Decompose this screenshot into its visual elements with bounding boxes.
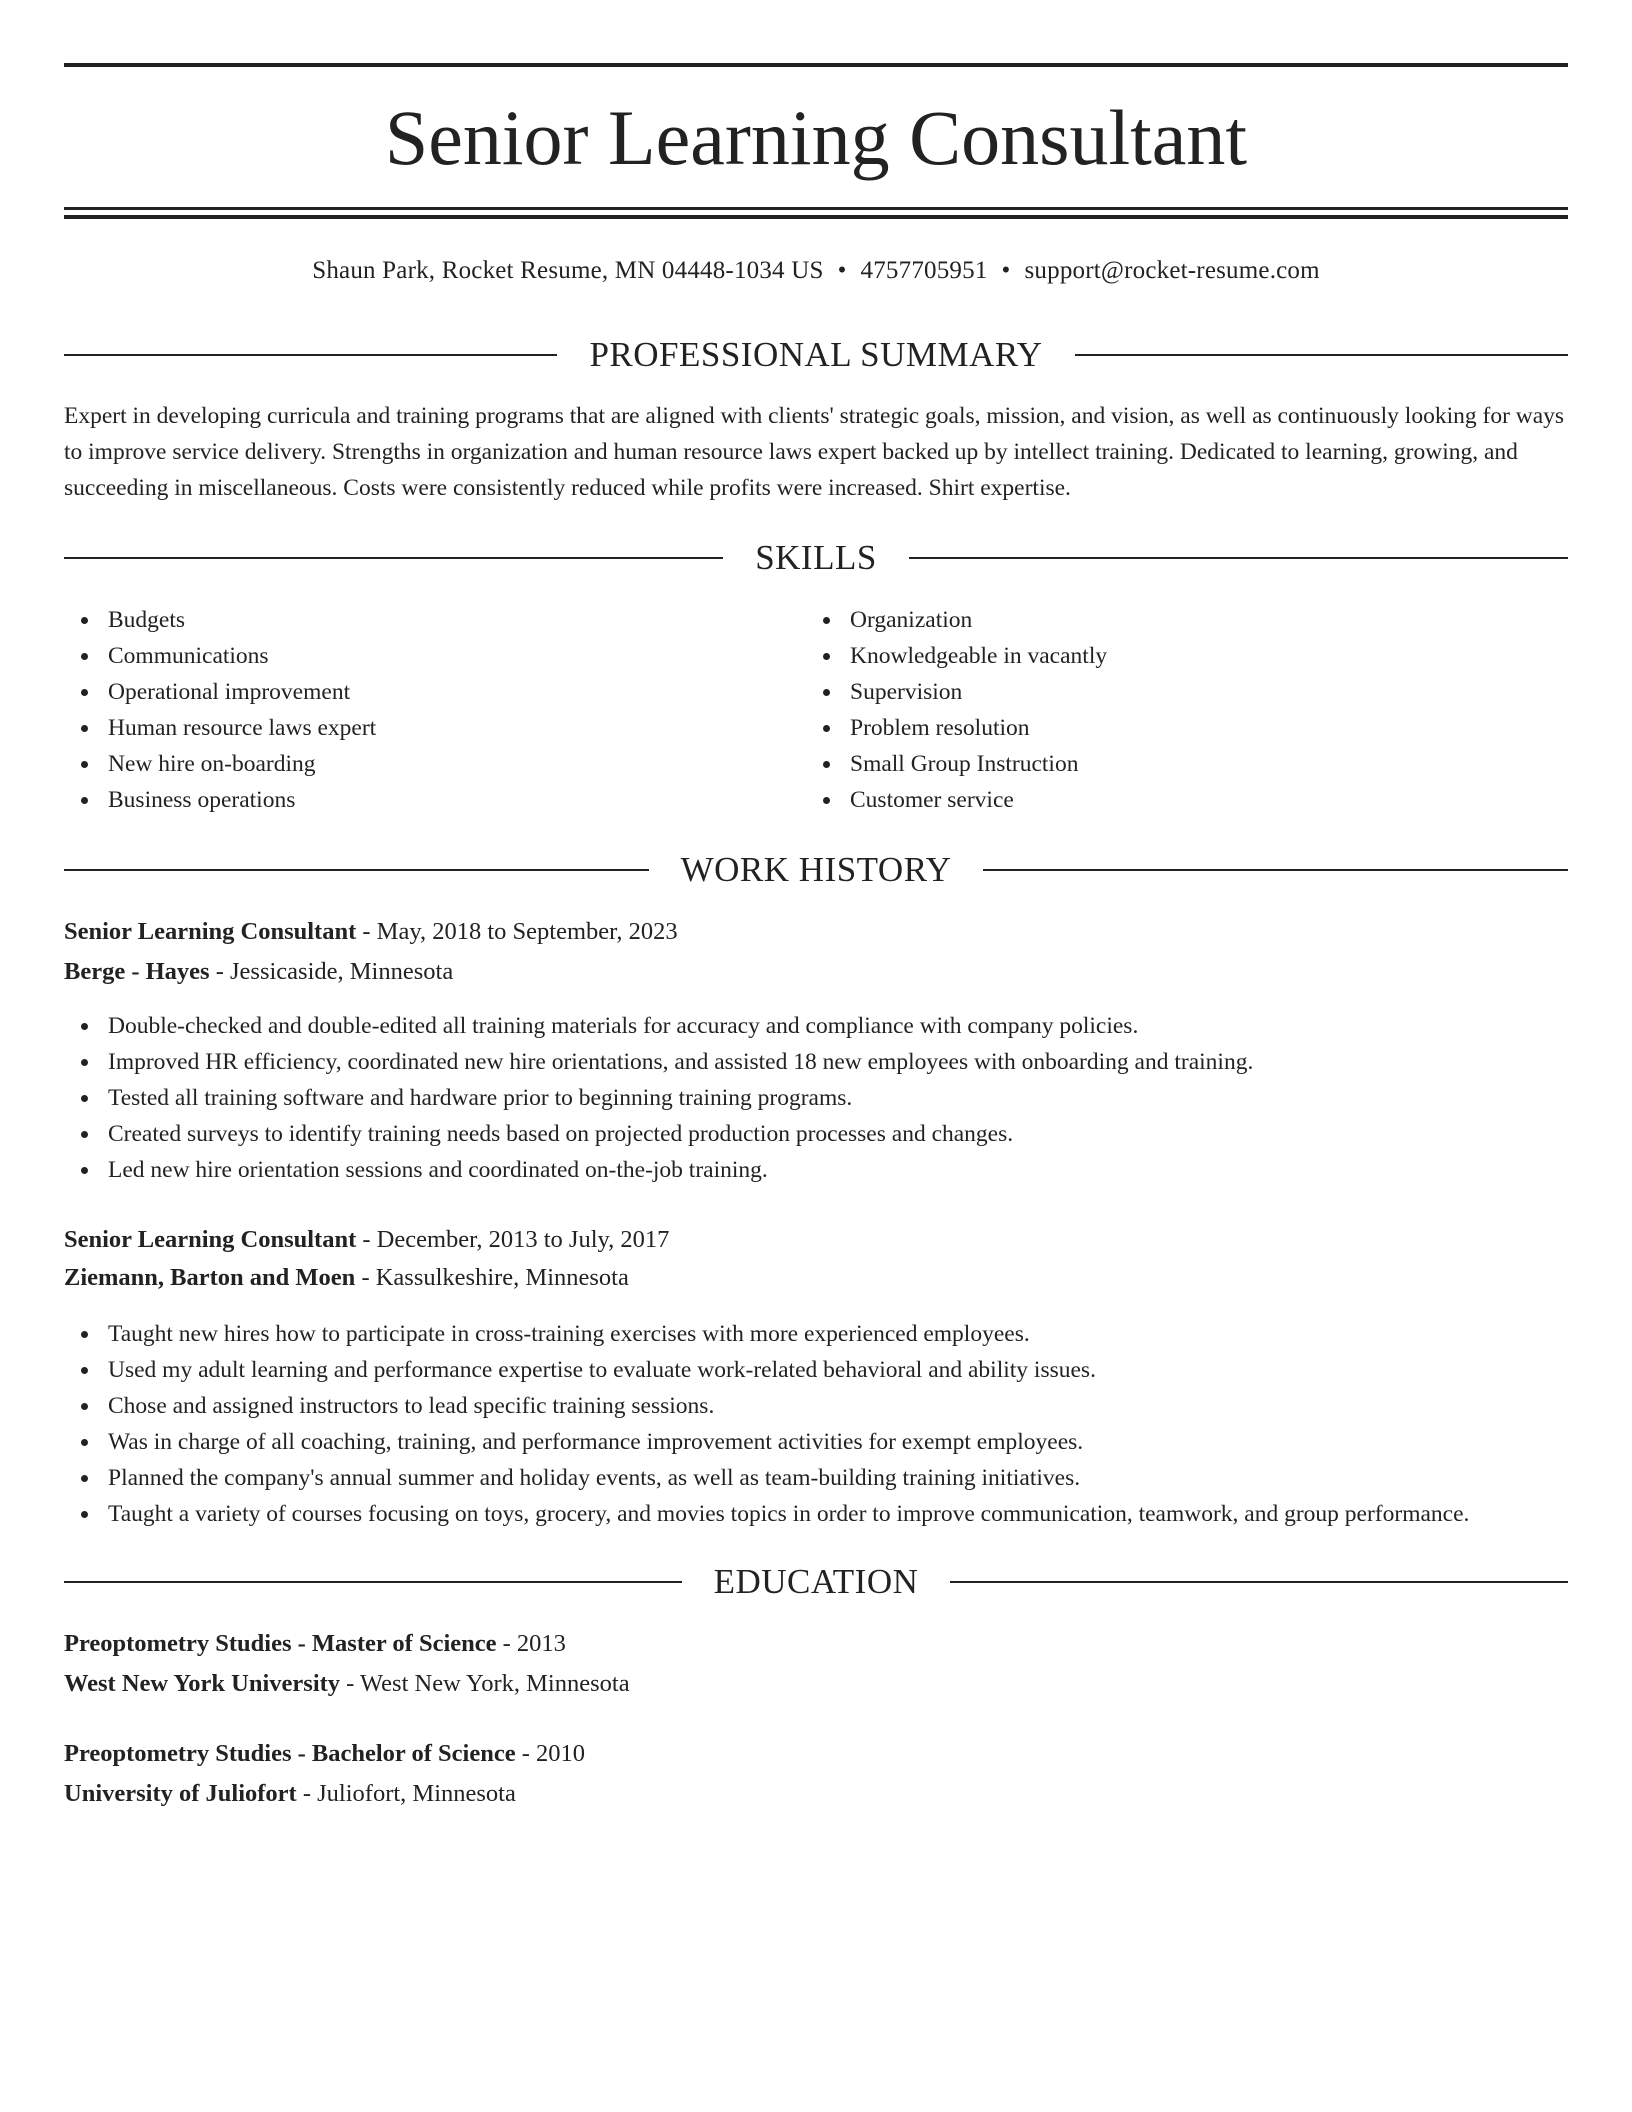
job-bullets xyxy=(64,1316,1568,1532)
dash: - xyxy=(515,1740,536,1767)
skill-item: Business operations xyxy=(64,782,764,818)
heading-rule-left xyxy=(64,557,723,559)
education-year: 2010 xyxy=(536,1740,585,1767)
job-bullet: Created surveys to identify training needs based on projected production processes and changes. xyxy=(64,1116,1568,1152)
skill-item: Budgets xyxy=(64,602,764,638)
dash: - xyxy=(296,1780,318,1807)
education-location: Juliofort, Minnesota xyxy=(317,1780,516,1807)
education-school: West New York University xyxy=(64,1670,341,1697)
heading-rule-right xyxy=(909,557,1568,559)
skill-item: Supervision xyxy=(806,674,1506,710)
dash: - xyxy=(356,1226,377,1253)
section-title: WORK HISTORY xyxy=(680,850,952,889)
job-location: Kassulkeshire, Minnesota xyxy=(375,1264,629,1291)
education-year: 2013 xyxy=(516,1630,566,1657)
heading-rule-left xyxy=(64,869,649,871)
education-school-line xyxy=(64,1776,1568,1812)
dash: - xyxy=(340,1670,361,1697)
education-degree: Preoptometry Studies - Master of Science xyxy=(64,1630,497,1657)
heading-rule-left xyxy=(64,1581,682,1583)
contact-phone: 4757705951 xyxy=(860,257,988,284)
dash: - xyxy=(496,1630,517,1657)
job-bullet: Planned the company's annual summer and holiday events, as well as team-building training initiatives. xyxy=(64,1460,1568,1496)
job-bullet: Taught new hires how to participate in cross-training exercises with more experienced employees. xyxy=(64,1316,1568,1352)
skills-list-right xyxy=(806,602,1506,818)
job-company: Berge - Hayes xyxy=(64,958,210,985)
skill-item: Small Group Instruction xyxy=(806,746,1506,782)
skill-item: Communications xyxy=(64,638,764,674)
dash: - xyxy=(356,918,377,945)
job-company-line xyxy=(64,954,1568,990)
education-degree-line xyxy=(64,1736,1568,1772)
heading-rule-right xyxy=(983,869,1568,871)
job-dates: December, 2013 to July, 2017 xyxy=(376,1226,670,1253)
skill-item: Customer service xyxy=(806,782,1506,818)
job-title: Senior Learning Consultant xyxy=(64,1226,357,1253)
dash: - xyxy=(209,958,231,985)
section-heading-skills xyxy=(64,536,1568,580)
skill-item: Organization xyxy=(806,602,1506,638)
heading-rule-left xyxy=(64,354,557,356)
job-company: Ziemann, Barton and Moen xyxy=(64,1264,356,1291)
job-bullet: Taught a variety of courses focusing on toys, grocery, and movies topics in order to improve communication, teamwork, and group performance. xyxy=(64,1496,1568,1532)
heading-rule-right xyxy=(950,1581,1568,1583)
education-school: University of Juliofort xyxy=(64,1780,297,1807)
dash: - xyxy=(355,1264,376,1291)
contact-email: support@rocket-resume.com xyxy=(1024,257,1320,284)
skill-item: Problem resolution xyxy=(806,710,1506,746)
contact-address: Shaun Park, Rocket Resume, MN 04448-1034 US xyxy=(312,257,824,284)
job-bullet: Chose and assigned instructors to lead specific training sessions. xyxy=(64,1388,1568,1424)
section-title: PROFESSIONAL SUMMARY xyxy=(589,335,1043,374)
job-location: Jessicaside, Minnesota xyxy=(230,958,454,985)
section-title: SKILLS xyxy=(755,538,877,577)
job-company-line xyxy=(64,1260,1568,1296)
summary-text: Expert in developing curricula and training programs that are aligned with clients' strategic goals, mission, and vision, as well as continuously looking for ways to improve service delivery. Strengths in organization and human resource laws expert backed up by intellect training. Dedicated to learning, growing, and succeeding in miscellaneous. Costs were consistently reduced while profits were increased. Shirt expertise. xyxy=(64,403,1565,501)
education-location: West New York, Minnesota xyxy=(360,1670,630,1697)
skill-item: Human resource laws expert xyxy=(64,710,764,746)
job-bullet: Used my adult learning and performance expertise to evaluate work-related behavioral and ability issues. xyxy=(64,1352,1568,1388)
job-bullet: Improved HR efficiency, coordinated new hire orientations, and assisted 18 new employees with onboarding and training. xyxy=(64,1044,1568,1080)
job-bullets xyxy=(64,1008,1568,1188)
section-heading-summary xyxy=(64,333,1568,377)
job-bullet: Was in charge of all coaching, training, and performance improvement activities for exempt employees. xyxy=(64,1424,1568,1460)
heading-rule-right xyxy=(1075,354,1568,356)
job-dates: May, 2018 to September, 2023 xyxy=(376,918,678,945)
skill-item: Operational improvement xyxy=(64,674,764,710)
job-title: Senior Learning Consultant xyxy=(64,918,357,945)
section-title: EDUCATION xyxy=(713,1562,919,1601)
job-title-line xyxy=(64,914,1568,950)
job-bullet: Double-checked and double-edited all training materials for accuracy and compliance with company policies. xyxy=(64,1008,1568,1044)
skill-item: Knowledgeable in vacantly xyxy=(806,638,1506,674)
education-school-line xyxy=(64,1666,1568,1702)
contact-separator: • xyxy=(1001,257,1011,284)
resume-title: Senior Learning Consultant xyxy=(384,94,1248,181)
job-title-line xyxy=(64,1222,1568,1258)
title-double-rule-lower xyxy=(64,215,1568,219)
top-rule xyxy=(64,63,1568,67)
contact-separator: • xyxy=(837,257,847,284)
skills-list-left xyxy=(64,602,764,818)
section-heading-work-history xyxy=(64,848,1568,892)
education-degree: Preoptometry Studies - Bachelor of Science xyxy=(64,1740,516,1767)
section-heading-education xyxy=(64,1560,1568,1604)
job-bullet: Tested all training software and hardware prior to beginning training programs. xyxy=(64,1080,1568,1116)
job-bullet: Led new hire orientation sessions and coordinated on-the-job training. xyxy=(64,1152,1568,1188)
contact-line xyxy=(64,254,1568,288)
skill-item: New hire on-boarding xyxy=(64,746,764,782)
title-double-rule-upper xyxy=(64,207,1568,210)
education-degree-line xyxy=(64,1626,1568,1662)
